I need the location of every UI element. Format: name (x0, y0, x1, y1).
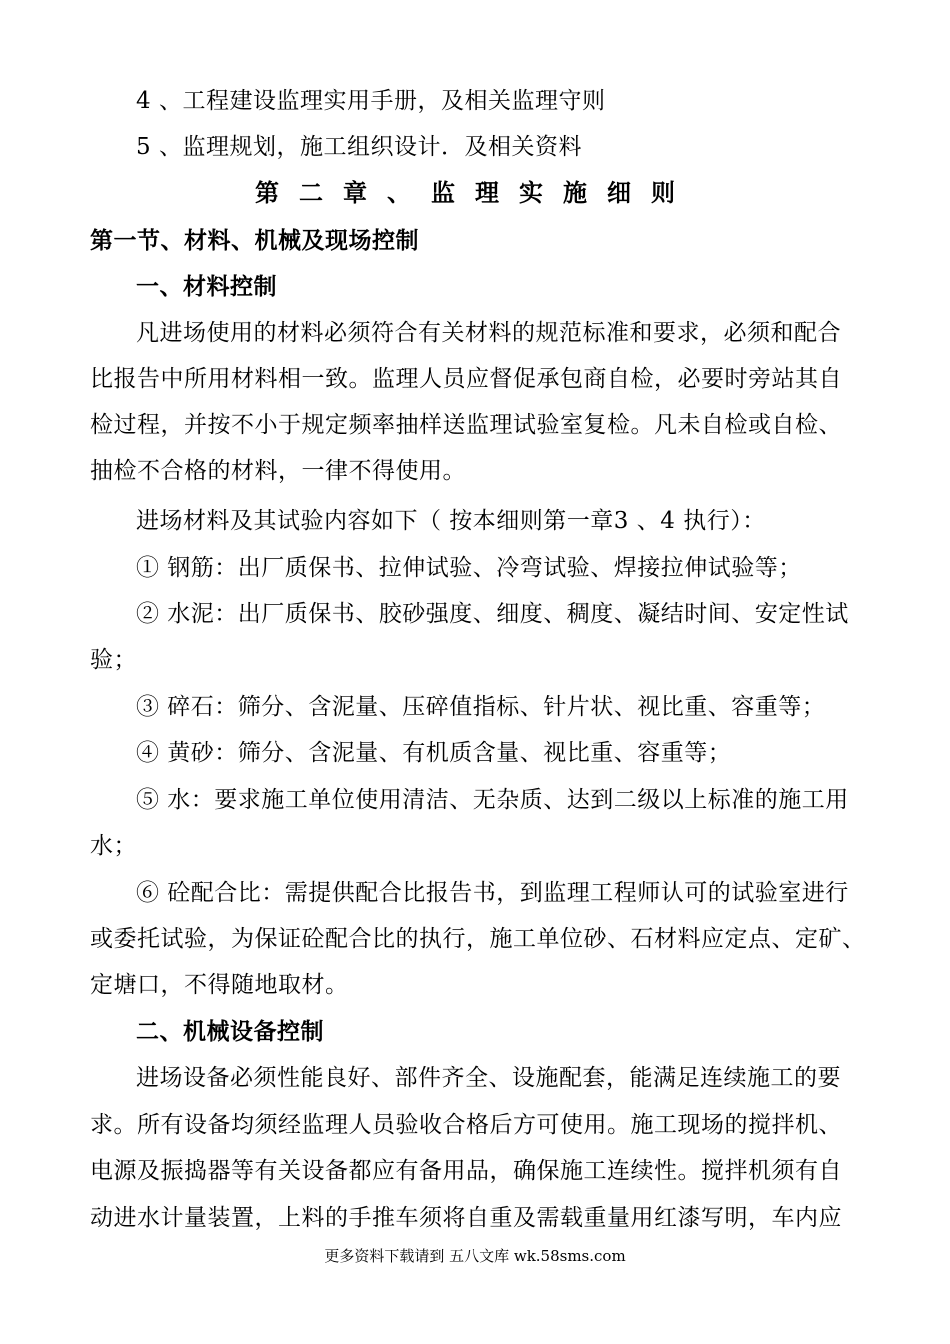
list-item-water-cont: 水； (90, 833, 137, 859)
list-item-concrete-mix-cont: 定塘口，不得随地取材。 (90, 972, 349, 998)
list-item-concrete-mix: ⑥ 砼配合比：需提供配合比报告书，到监理工程师认可的试验室进行 (136, 880, 849, 906)
paragraph-line: 进场材料及其试验内容如下（ 按本细则第一章3 、4 执行）： (136, 508, 766, 534)
reference-item-4: 4 、工程建设监理实用手册，及相关监理守则 (136, 88, 606, 114)
paragraph-line: 凡进场使用的材料必须符合有关材料的规范标准和要求，必须和配合 (136, 320, 841, 346)
paragraph-line: 电源及振捣器等有关设备都应有备用品，确保施工连续性。搅拌机须有自 (90, 1158, 842, 1184)
paragraph-line: 进场设备必须性能良好、部件齐全、设施配套，能满足连续施工的要 (136, 1065, 841, 1091)
list-item-water: ⑤ 水：要求施工单位使用清洁、无杂质、达到二级以上标准的施工用 (136, 787, 849, 813)
list-item-steel: ① 钢筋：出厂质保书、拉伸试验、冷弯试验、焊接拉伸试验等； (136, 555, 802, 581)
page-footer: 更多资料下载请到 五八文库 wk.58sms.com (324, 1247, 626, 1265)
list-item-gravel: ③ 碎石：筛分、含泥量、压碎值指标、针片状、视比重、容重等； (136, 694, 826, 720)
paragraph-line: 动进水计量装置，上料的手推车须将自重及需载重量用红漆写明，车内应 (90, 1205, 842, 1231)
reference-item-5: 5 、监理规划，施工组织设计．及相关资料 (136, 134, 582, 160)
paragraph-line: 抽检不合格的材料，一律不得使用。 (90, 458, 466, 484)
chapter-title: 第二章、监理实施细则 (255, 179, 695, 207)
list-item-concrete-mix-cont: 或委托试验，为保证砼配合比的执行，施工单位砂、石材料应定点、定矿、 (90, 926, 866, 952)
subsection-materials: 一、材料控制 (136, 274, 277, 300)
list-item-cement: ② 水泥：出厂质保书、胶砂强度、细度、稠度、凝结时间、安定性试 (136, 601, 849, 627)
paragraph-line: 检过程，并按不小于规定频率抽样送监理试验室复检。凡未自检或自检、 (90, 412, 842, 438)
section-title: 第一节、材料、机械及现场控制 (90, 228, 419, 254)
list-item-cement-cont: 验； (90, 647, 137, 673)
list-item-sand: ④ 黄砂：筛分、含泥量、有机质含量、视比重、容重等； (136, 740, 732, 766)
paragraph-line: 比报告中所用材料相一致。监理人员应督促承包商自检，必要时旁站其自 (90, 366, 842, 392)
paragraph-line: 求。所有设备均须经监理人员验收合格后方可使用。施工现场的搅拌机、 (90, 1112, 842, 1138)
subsection-machinery: 二、机械设备控制 (136, 1019, 324, 1045)
